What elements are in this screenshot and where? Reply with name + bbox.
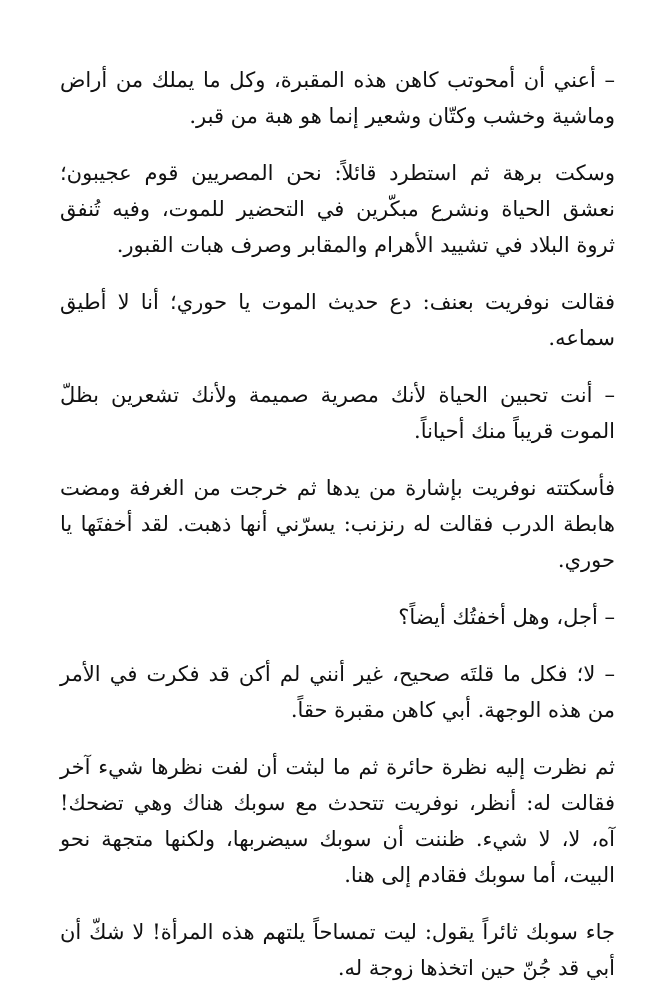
book-page [60, 62, 615, 1007]
paragraph-6: – أجل، وهل أخفتُك أيضاً؟ [398, 605, 615, 629]
paragraph-1: – أعني أن أمحوتب كاهن هذه المقبرة، وكل ما يملك من أراض وماشية وخشب وكتّان وشعير إنما هو هبة من قبر. [60, 68, 615, 128]
paragraph-4: – أنت تحبين الحياة لأنك مصرية صميمة ولأنك تشعرين بظلّ الموت قريباً منك أحياناً. [60, 383, 615, 443]
paragraph-9: جاء سوبك ثائراً يقول: ليت تمساحاً يلتهم هذه المرأة! لا شكّ أن أبي قد جُنّ حين اتخذها زوجة له. [60, 920, 615, 980]
paragraph-5: فأسكتته نوفريت بإشارة من يدها ثم خرجت من الغرفة ومضت هابطة الدرب فقالت له رنزنب: يسرّني أنها ذهبت. لقد أخفتَها يا حوري. [60, 476, 615, 572]
paragraph-8: ثم نظرت إليه نظرة حائرة ثم ما لبثت أن لفت نظرها شيء آخر فقالت له: أنظر، نوفريت تتحدث مع سوبك هناك وهي تضحك! آه، لا، لا شيء. ظننت أن سوبك سيضربها، ولكنها متجهة نحو البيت، أما سوبك فقادم إلى هنا. [60, 755, 615, 887]
paragraph-3: فقالت نوفريت بعنف: دع حديث الموت يا حوري؛ أنا لا أطيق سماعه. [60, 290, 615, 350]
paragraph-7: – لا؛ فكل ما قلتَه صحيح، غير أنني لم أكن قد فكرت في الأمر من هذه الوجهة. أبي كاهن مقبرة حقاً. [60, 662, 615, 722]
paragraph-2: وسكت برهة ثم استطرد قائلاً: نحن المصريين قوم عجيبون؛ نعشق الحياة ونشرع مبكّرين في التحضير للموت، وفيه تُنفق ثروة البلاد في تشييد الأهرام والمقابر وصرف هبات القبور. [60, 161, 615, 257]
